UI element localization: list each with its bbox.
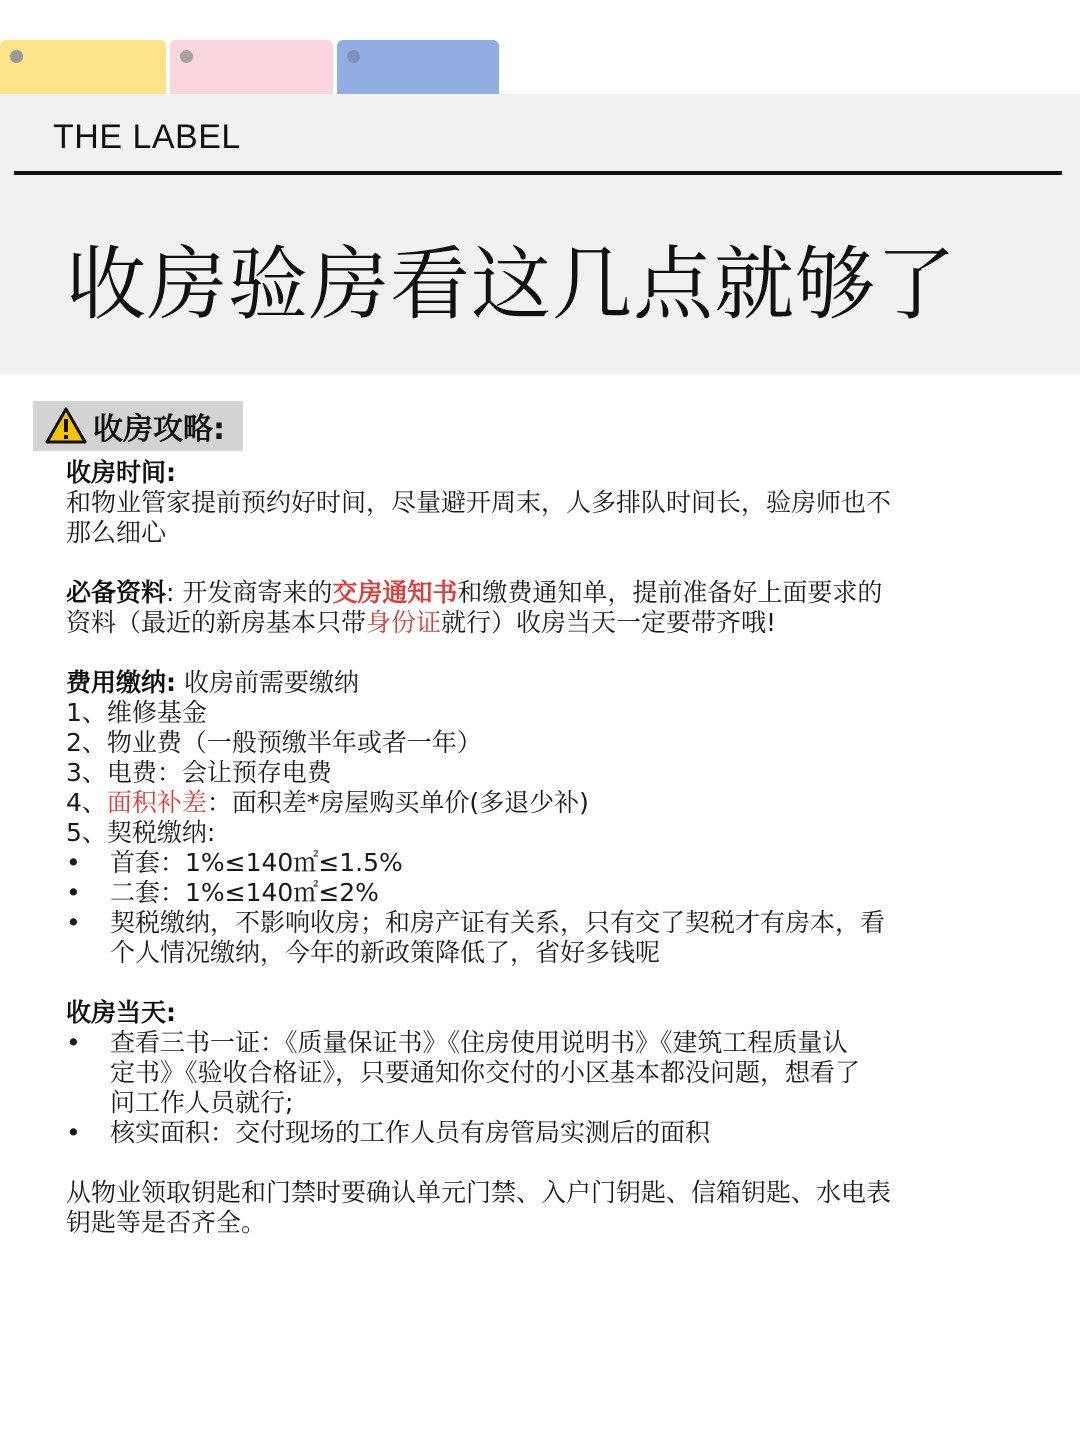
keys-text-line1: 从物业领取钥匙和门禁时要确认单元门禁、入户门钥匙、信箱钥匙、水电表 (66, 1178, 892, 1207)
fee-item-text: ：面积差*房屋购买单价(多退少补) (206, 788, 589, 817)
tax-text: 二套：1%≤140㎡≤2% (110, 878, 379, 907)
fee-item-prefix: 4、 (66, 788, 107, 817)
tax-text-line1: 契税缴纳，不影响收房；和房产证有关系，只有交了契税才有房本，看 (110, 908, 886, 937)
article-body (66, 458, 1006, 1238)
warning-icon (45, 407, 87, 445)
handover-text-line2: 定书》《验收合格证》，只要通知你交付的小区基本都没问题，想看了 (110, 1058, 861, 1087)
tab-dot (347, 50, 360, 63)
documents-block (66, 578, 1006, 638)
fees-heading (66, 668, 1006, 698)
timing-block (66, 458, 1006, 548)
tab-strip (0, 0, 1080, 94)
documents-text-c: 资料（最近的新房基本只带 (66, 608, 367, 637)
bullet-mark: • (66, 878, 81, 907)
fee-item (66, 788, 1006, 818)
header-divider (14, 171, 1062, 175)
spacer (66, 548, 1006, 578)
timing-label: 收房时间: (66, 458, 176, 487)
fee-item: 5、契税缴纳: (66, 818, 216, 847)
tax-bullet (66, 878, 1006, 908)
bullet-mark: • (66, 1118, 81, 1147)
area-diff-highlight: 面积补差 (106, 788, 207, 817)
fee-item: 3、电费：会让预存电费 (66, 758, 332, 787)
tab-dot (180, 50, 193, 63)
handover-block (66, 998, 1006, 1148)
section-tag-label: 收房攻略: (93, 412, 225, 447)
spacer (66, 1148, 1006, 1178)
keys-text-line2: 钥匙等是否齐全。 (66, 1208, 267, 1237)
blue-tab (337, 40, 499, 94)
handover-bullet (66, 1118, 1006, 1148)
documents-label: 必备资料 (66, 578, 167, 607)
fees-block (66, 668, 1006, 968)
documents-text-a: : 开发商寄来的 (166, 578, 333, 607)
tax-bullet (66, 908, 1006, 968)
spacer (66, 638, 1006, 668)
brand-label: THE LABEL (53, 118, 241, 156)
timing-text-line2: 那么细心 (66, 518, 167, 547)
fees-intro: 收房前需要缴纳 (176, 668, 359, 697)
pink-tab (170, 40, 333, 94)
notice-highlight: 交房通知书 (332, 578, 458, 607)
timing-text-line1: 和物业管家提前预约好时间，尽量避开周末，人多排队时间长，验房师也不 (66, 488, 892, 517)
fees-label: 费用缴纳: (66, 668, 176, 697)
page-title: 收房验房看这几点就够了 (66, 238, 957, 331)
tab-dot (10, 50, 23, 63)
section-tag (33, 401, 243, 451)
documents-line2 (66, 608, 1006, 638)
handover-text-line1: 查看三书一证：《质量保证书》《住房使用说明书》《建筑工程质量认 (110, 1028, 848, 1057)
header-band (0, 94, 1080, 375)
id-card-highlight: 身份证 (366, 608, 442, 637)
documents-line1 (66, 578, 1006, 608)
tax-bullet (66, 848, 1006, 878)
handover-label: 收房当天: (66, 998, 176, 1027)
bullet-mark: • (66, 848, 81, 877)
fee-item: 1、维修基金 (66, 698, 207, 727)
bullet-mark: • (66, 908, 81, 937)
spacer (66, 968, 1006, 998)
tax-text-line2: 个人情况缴纳，今年的新政策降低了，省好多钱呢 (110, 938, 661, 967)
tax-text: 首套：1%≤140㎡≤1.5% (110, 848, 403, 877)
fee-item: 2、物业费（一般预缴半年或者一年） (66, 728, 482, 757)
handover-text: 核实面积：交付现场的工作人员有房管局实测后的面积 (110, 1118, 711, 1147)
documents-text-d: 就行）收房当天一定要带齐哦! (441, 608, 777, 637)
handover-text-line3: 问工作人员就行; (110, 1088, 294, 1117)
handover-bullet (66, 1028, 1006, 1118)
keys-block (66, 1178, 1006, 1238)
yellow-tab (0, 40, 166, 94)
documents-text-b: 和缴费通知单，提前准备好上面要求的 (457, 578, 883, 607)
bullet-mark: • (66, 1028, 81, 1057)
